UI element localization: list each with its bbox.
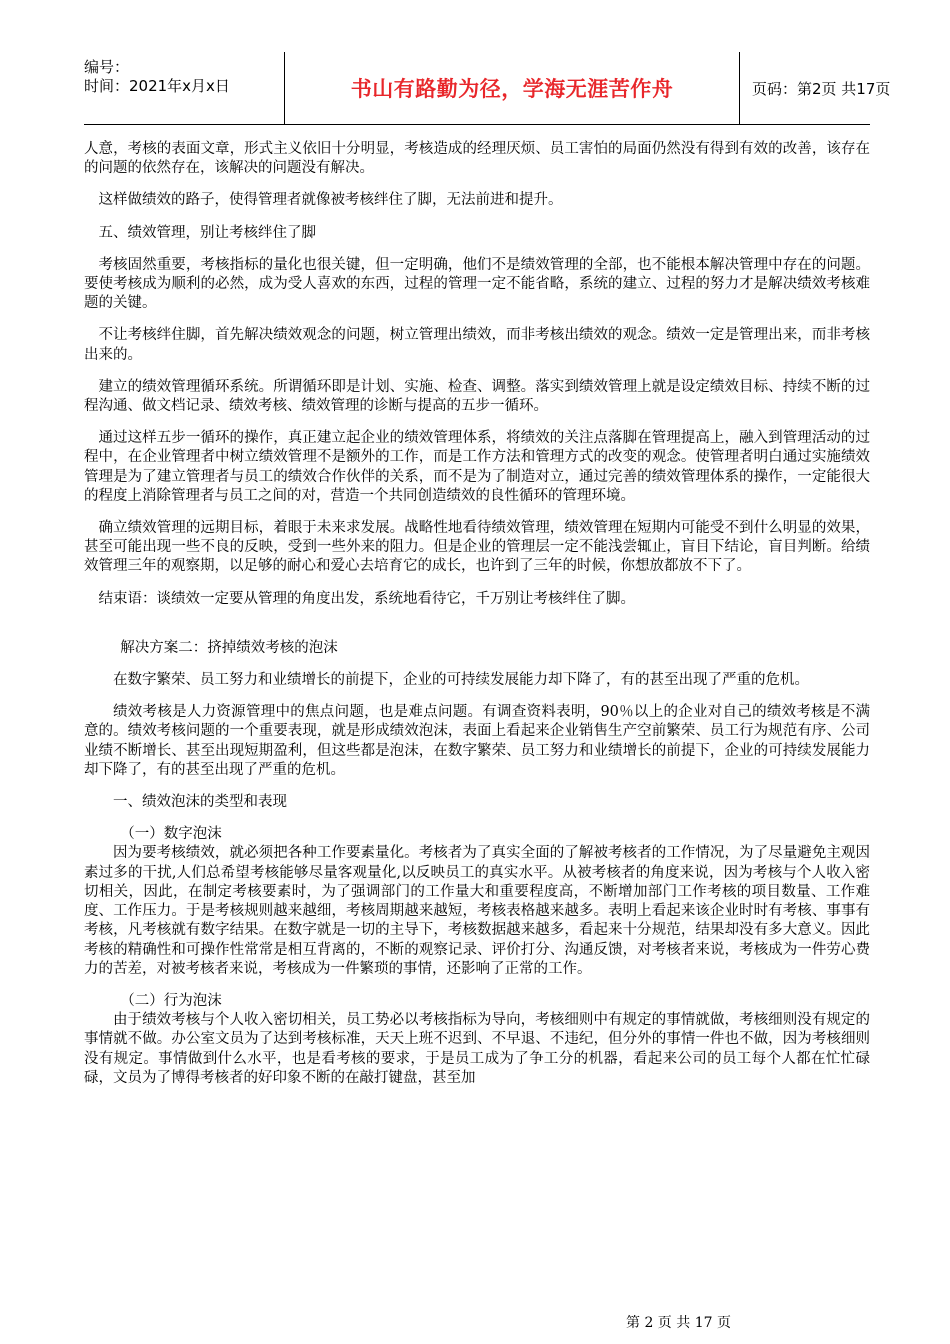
section-heading: 五、绩效管理，别让考核绊住了脚 [98, 224, 316, 241]
page-footer: 第 2 页 共 17 页 [626, 1315, 731, 1331]
paragraph: 因为要考核绩效，就必须把各种工作要素量化。考核者为了真实全面的了解被考核者的工作情况，为了尽量避免主观因素过多的干扰,人们总希望考核能够尽量客观量化,以反映员工的真实水平。从被考核者的角度来说，因为考核与个人收入密切相关，因此，在制定考核要素时，为了强调部门的工作量大和重要程度高，不断增加部门工作考核的项目数量、工作难度、工作压力。于是考核规则越来越细，考核周期越来越短，考核表格越来越多。表明上看起来该企业时时有考核、事事有考核，凡考核就有数字结果。在数字就是一切的主导下，考核数据越来越多，看起来十分规范，结果却没有多大意义。因此考核的精确性和可操作性常常是相互背离的，不断的观察记录、评价打分、沟通反馈，对考核者来说，考核成为一件劳心费力的苦差，对被考核者来说，考核成为一件繁琐的事情，还影响了正常的工作。 [84, 845, 870, 977]
paragraph: 这样做绩效的路子，使得管理者就像被考核绊住了脚，无法前进和提升。 [98, 192, 563, 209]
conclusion-paragraph: 结束语：谈绩效一定要从管理的角度出发，系统地看待它，千万别让考核绊住了脚。 [98, 590, 635, 607]
header-page-label: 页码：第2页 共17页 [752, 79, 891, 98]
subsection-heading: （一）数字泡沫 [120, 826, 222, 843]
header-motto: 书山有路勤为径，学海无涯苦作舟 [350, 77, 674, 101]
paragraph: 在数字繁荣、员工努力和业绩增长的前提下，企业的可持续发展能力却下降了，有的甚至出现了严重的危机。 [113, 672, 809, 689]
subsection-heading: （二）行为泡沫 [120, 992, 222, 1009]
paragraph: 确立绩效管理的远期目标，着眼于未来求发展。战略性地看待绩效管理，绩效管理在短期内可能受不到什么明显的效果，甚至可能出现一些不良的反映，受到一些外来的阻力。但是企业的管理层一定不能浅尝辄止，盲目下结论，盲目判断。给绩效管理三年的观察期，以足够的耐心和爱心去培育它的成长，也许到了三年的时候，你想放都放不下了。 [84, 520, 870, 575]
section-heading: 一、绩效泡沫的类型和表现 [113, 794, 287, 811]
paragraph: 建立的绩效管理循环系统。所谓循环即是计划、实施、检查、调整。落实到绩效管理上就是设定绩效目标、持续不断的过程沟通、做文档记录、绩效考核、绩效管理的诊断与提高的五步一循环。 [84, 378, 870, 415]
paragraph: 由于绩效考核与个人收入密切相关，员工势必以考核指标为导向，考核细则中有规定的事情就做，考核细则没有规定的事情就不做。办公室文员为了达到考核标准，天天上班不迟到、不早退、不违纪，但分外的事情一件也不做，因为考核细则没有规定。事情做到什么水平，也是看考核的要求，于是员工成为了争工分的机器，看起来公司的员工每个人都在忙忙碌碌，文员为了博得考核者的好印象不断的在敲打键盘，甚至加 [84, 1012, 870, 1086]
page-header [84, 52, 891, 125]
header-page-cell [740, 52, 891, 124]
solution-heading: 解决方案二：挤掉绩效考核的泡沫 [120, 639, 338, 656]
paragraph: 不让考核绊住脚，首先解决绩效观念的问题，树立管理出绩效，而非考核出绩效的观念。绩效一定是管理出来，而非考核出来的。 [84, 327, 870, 363]
header-left-cell [84, 52, 284, 124]
document-time-label: 时间：2021年x月x日 [84, 77, 230, 95]
paragraph: 考核固然重要，考核指标的量化也很关键，但一定明确，他们不是绩效管理的全部，也不能根本解决管理中存在的问题。要使考核成为顺利的必然，成为受人喜欢的东西，过程的管理一定不能省略，系统的建立、过程的努力才是解决绩效考核难题的关键。 [84, 256, 870, 312]
paragraph: 通过这样五步一循环的操作，真正建立起企业的绩效管理体系，将绩效的关注点落脚在管理提高上，融入到管理活动的过程中，在企业管理者中树立绩效管理不是额外的工作，而是工作方法和管理方式的改变的观念。使管理者明白通过实施绩效管理是为了建立管理者与员工的绩效合作伙伴的关系，而不是为了制造对立，通过完善的绩效管理体系的操作，一定能很大的程度上消除管理者与员工之间的对，营造一个共同创造绩效的良性循环的管理环境。 [84, 430, 870, 504]
paragraph: 绩效考核是人力资源管理中的焦点问题，也是难点问题。有调查资料表明，90％以上的企业对自己的绩效考核是不满意的。绩效考核问题的一个重要表现，就是形成绩效泡沫，表面上看起来企业销售生产空前繁荣、员工行为规范有序、公司业绩不断增长、甚至出现短期盈利，但这些都是泡沫，在数字繁荣、员工努力和业绩增长的前提下，企业的可持续发展能力却下降了，有的甚至出现了严重的危机。 [84, 704, 870, 778]
paragraph: 人意，考核的表面文章，形式主义依旧十分明显，考核造成的经理厌烦、员工害怕的局面仍然没有得到有效的改善，该存在的问题的依然存在，该解决的问题没有解决。 [84, 141, 870, 177]
header-motto-cell [284, 52, 740, 124]
document-number-label: 编号： [84, 58, 130, 76]
document-body [84, 140, 870, 1088]
